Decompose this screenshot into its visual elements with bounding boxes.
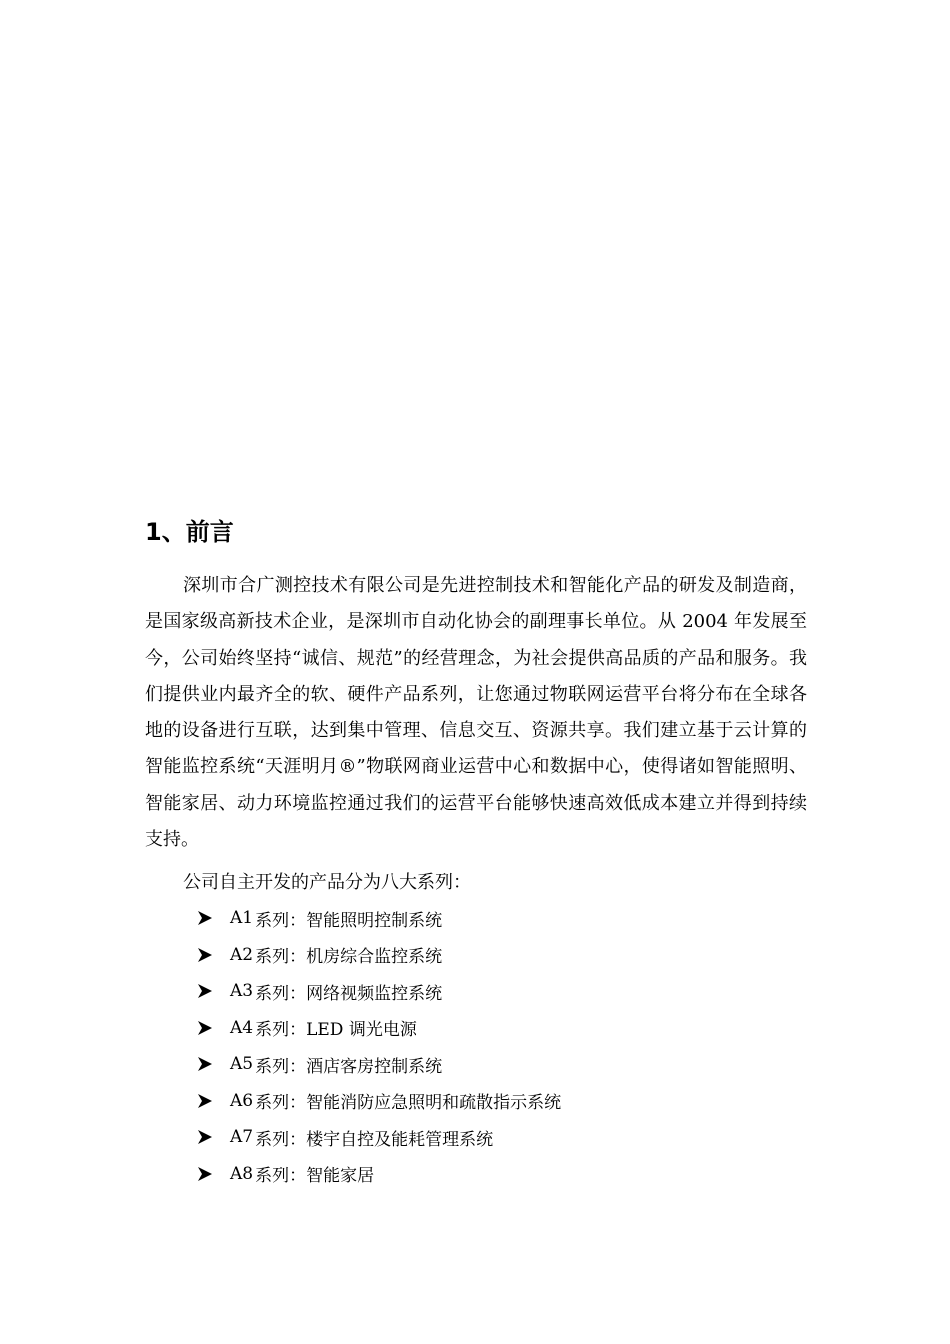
arrowhead-bullet-icon bbox=[198, 1094, 212, 1108]
arrowhead-bullet-icon bbox=[198, 948, 212, 962]
series-code: A7 bbox=[230, 1127, 254, 1148]
section-title: 1、前言 bbox=[145, 518, 234, 546]
series-code: A4 bbox=[230, 1017, 254, 1038]
arrowhead-bullet-icon bbox=[198, 1130, 212, 1144]
list-item bbox=[198, 937, 561, 974]
series-label: 系列：网络视频监控系统 bbox=[255, 983, 443, 1004]
list-item bbox=[198, 1119, 561, 1156]
intro-paragraph: 深圳市合广测控技术有限公司是先进控制技术和智能化产品的研发及制造商，是国家级高新技术企业，是深圳市自动化协会的副理事长单位。从 2004 年发展至今，公司始终坚持“诚信、规范”的经营理念，为社会提供高品质的产品和服务。我们提供业内最齐全的软、硬件产品系列，让您通过物联网运营平台将分布在全球各地的设备进行互联，达到集中管理、信息交互、资源共享。我们建立基于云计算的智能监控系统“天涯明月®”物联网商业运营中心和数据中心，使得诸如智能照明、智能家居、动力环境监控通过我们的运营平台能够快速高效低成本建立并得到持续支持。 bbox=[145, 575, 807, 851]
series-code: A1 bbox=[230, 908, 254, 929]
series-label: 系列：智能家居 bbox=[255, 1166, 375, 1187]
series-label: 系列：智能消防应急照明和疏散指示系统 bbox=[255, 1093, 562, 1114]
series-label: 系列：智能照明控制系统 bbox=[255, 910, 443, 931]
list-item bbox=[198, 1046, 561, 1083]
arrowhead-bullet-icon bbox=[198, 1057, 212, 1071]
series-label: 系列：机房综合监控系统 bbox=[255, 947, 443, 968]
arrowhead-bullet-icon bbox=[198, 911, 212, 925]
list-item bbox=[198, 1010, 561, 1047]
product-series-intro: 公司自主开发的产品分为八大系列： bbox=[183, 872, 471, 893]
arrowhead-bullet-icon bbox=[198, 1021, 212, 1035]
arrowhead-bullet-icon bbox=[198, 984, 212, 998]
series-code: A8 bbox=[230, 1163, 254, 1184]
series-code: A6 bbox=[230, 1090, 254, 1111]
series-label: 系列：楼宇自控及能耗管理系统 bbox=[255, 1129, 494, 1150]
list-item bbox=[198, 900, 561, 937]
list-item bbox=[198, 1083, 561, 1120]
series-label: 系列：酒店客房控制系统 bbox=[255, 1056, 443, 1077]
series-label: 系列：LED 调光电源 bbox=[255, 1020, 417, 1041]
series-code: A2 bbox=[230, 944, 254, 965]
list-item bbox=[198, 1156, 561, 1193]
product-series-list bbox=[198, 900, 561, 1192]
arrowhead-bullet-icon bbox=[198, 1167, 212, 1181]
series-code: A5 bbox=[230, 1054, 254, 1075]
series-code: A3 bbox=[230, 981, 254, 1002]
list-item bbox=[198, 973, 561, 1010]
